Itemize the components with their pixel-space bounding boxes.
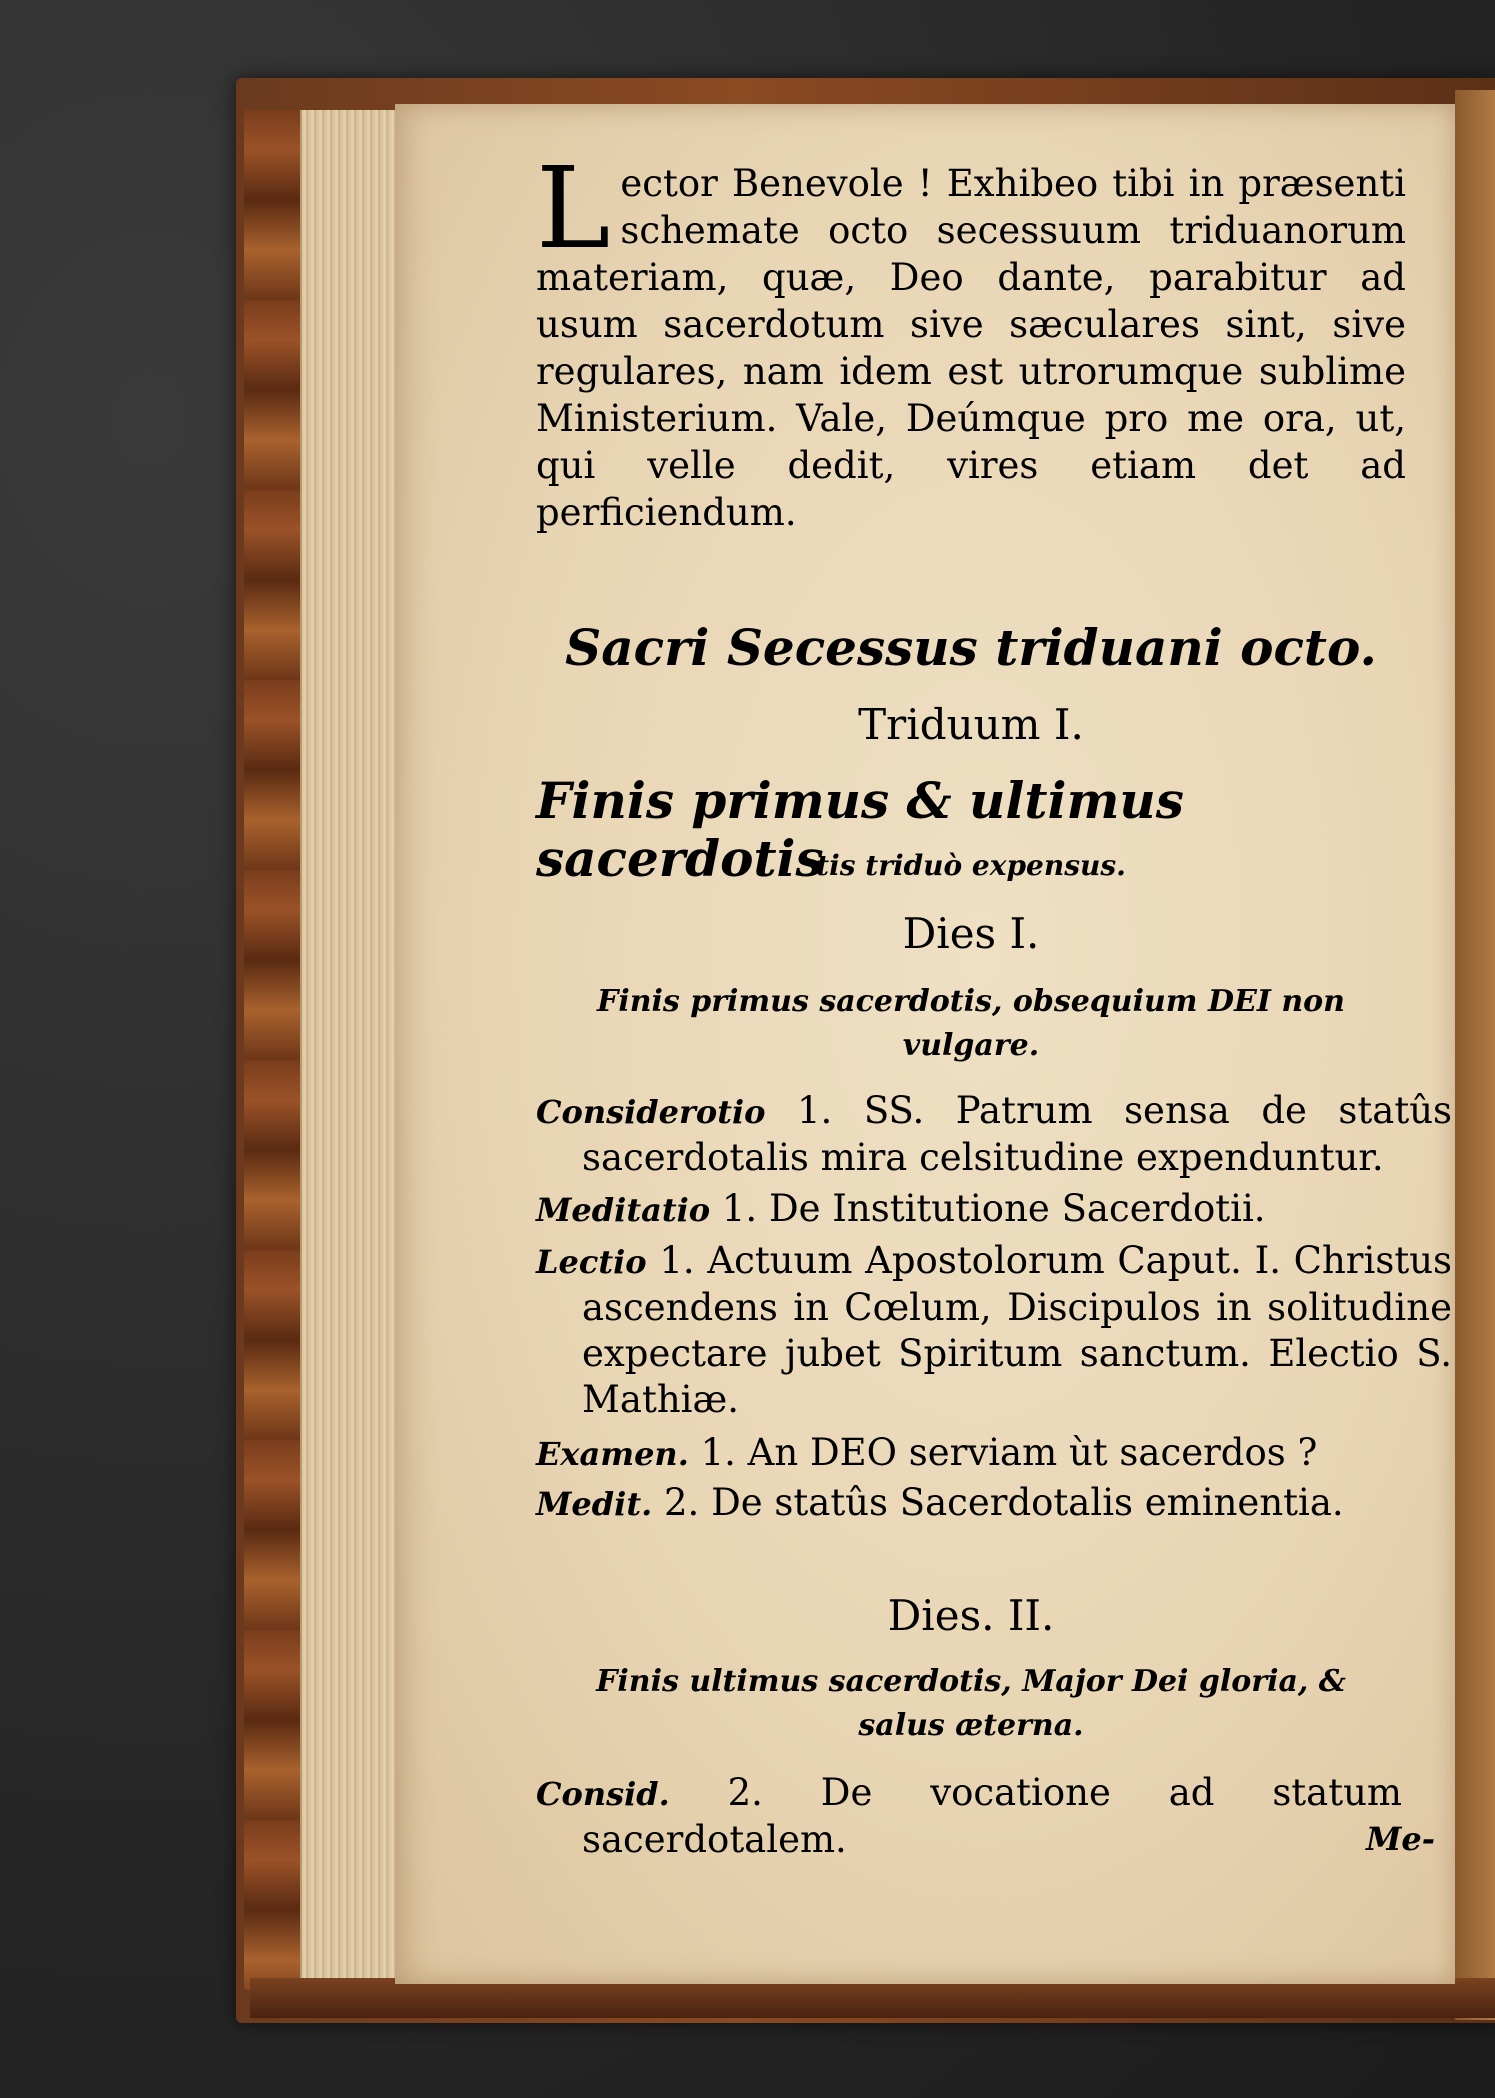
entry-label: Medit.	[536, 1485, 653, 1523]
main-title: Sacri Secessus triduani octo.	[565, 618, 1377, 677]
entry-text: SS. Patrum sensa de statûs sacerdotalis mira celsitudine expenduntur.	[582, 1089, 1453, 1179]
entry-num: 1.	[796, 1089, 833, 1132]
day1-heading: Dies I.	[902, 909, 1040, 958]
triduum-heading: Triduum I.	[858, 700, 1084, 749]
entry-text: De vocatione ad statum sacerdotalem.	[582, 1771, 1403, 1861]
entry-text: An DEO serviam ùt sacerdos ?	[747, 1431, 1318, 1474]
day2-entry-1	[536, 1770, 1402, 1863]
day1-entry-1	[536, 1088, 1452, 1181]
entry-num: 2.	[664, 1481, 700, 1524]
day1-subtitle: Finis primus sacerdotis, obsequium DEI non vulgare.	[597, 984, 1345, 1063]
preface-paragraph	[536, 144, 1406, 536]
triduum-subject-cont: tis triduò expensus.	[816, 849, 1126, 882]
entry-num: 1.	[721, 1187, 758, 1230]
triduum-subject: Finis primus & ultimus sacerdotis	[536, 771, 1184, 888]
day2-heading: Dies. II.	[887, 1591, 1055, 1640]
entry-text: De Institutione Sacerdotii.	[768, 1187, 1266, 1230]
entry-num: 1.	[700, 1431, 736, 1474]
day1-entry-5	[536, 1480, 1452, 1527]
day1-entry-2	[536, 1186, 1452, 1233]
book-spine	[244, 110, 304, 1990]
entry-label: Consid.	[536, 1775, 670, 1813]
day1-entry-4	[536, 1430, 1452, 1477]
day2-subtitle: Finis ultimus sacerdotis, Major Dei gloria, & salus æterna.	[596, 1664, 1346, 1743]
entry-num: 2.	[727, 1771, 763, 1814]
catchword: Me-	[1366, 1820, 1436, 1858]
day1-entry-3	[536, 1238, 1452, 1423]
drop-capital: L	[536, 144, 611, 274]
entry-label: Considerotio	[536, 1093, 766, 1131]
entry-text: Actuum Apostolorum Caput. I. Christus ascendens in Cœlum, Discipulos in solitudine expectare jubet Spiritum sanctum. Electio S. Mathiæ.	[582, 1239, 1453, 1421]
right-cover-edge	[1455, 90, 1495, 2020]
entry-text: De statûs Sacerdotalis eminentia.	[711, 1481, 1344, 1524]
entry-label: Lectio	[536, 1243, 647, 1281]
preface-text: ector Benevole ! Exhibeo tibi in præsenti schemate octo secessuum triduanorum materiam, quæ, Deo dante, parabitur ad usum sacerdotum sive sæculares sint, sive regulares, nam idem est utrorumque sublime Ministerium. Vale, Deúmque pro me ora, ut, qui velle dedit, vires etiam det ad perficiendum.	[536, 162, 1406, 534]
entry-label: Examen.	[536, 1435, 689, 1473]
entry-num: 1.	[659, 1239, 695, 1282]
entry-label: Meditatio	[536, 1191, 711, 1229]
bottom-cover-edge	[250, 1978, 1495, 2018]
